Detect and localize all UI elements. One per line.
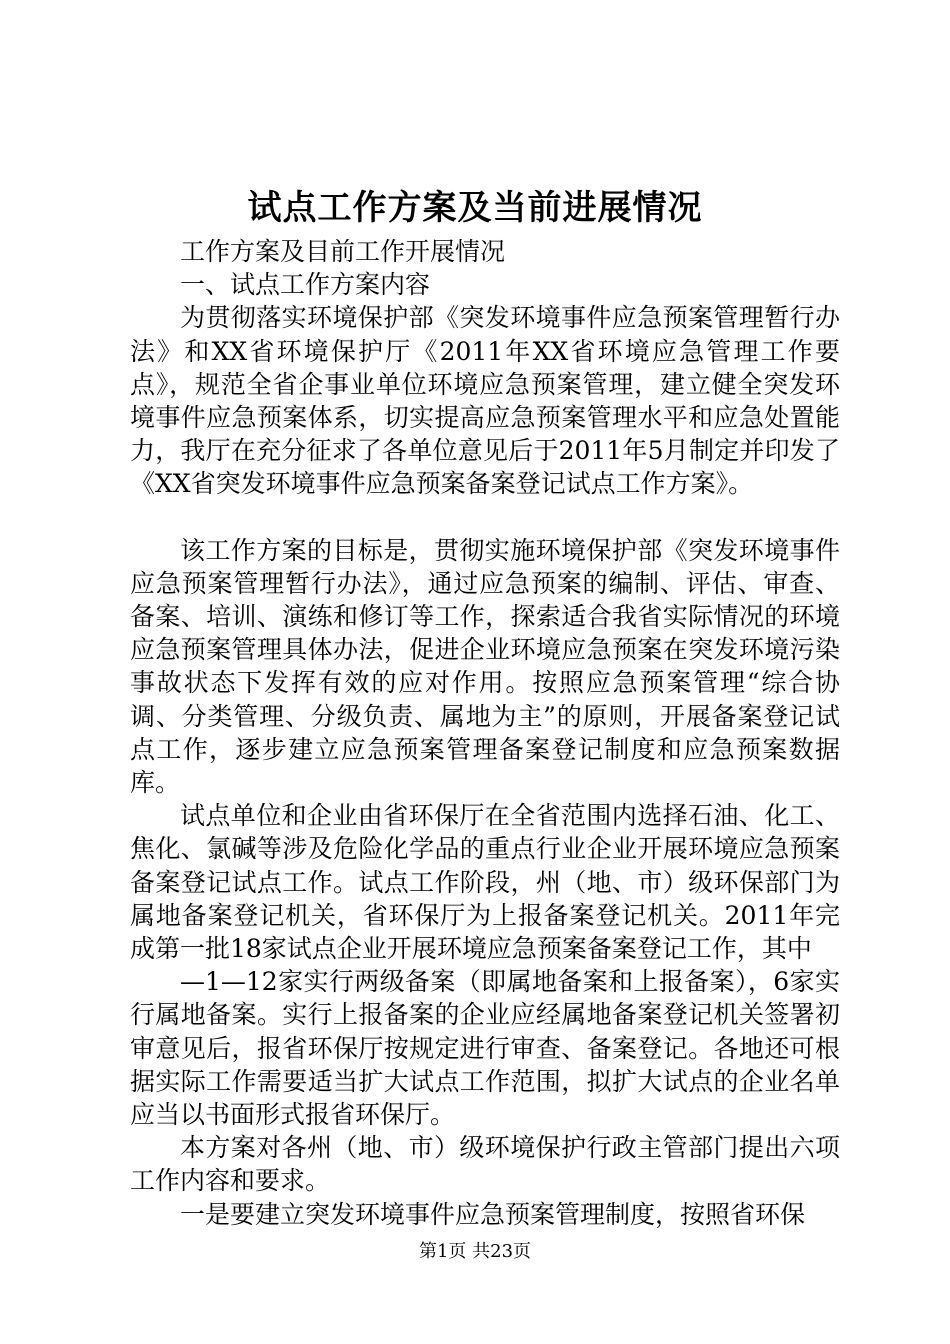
section-heading: 一、试点工作方案内容 xyxy=(180,270,431,300)
paragraph: 为贯彻落实环境保护部《突发环境事件应急预案管理暂行办法》和XX省环境保护厅《2011年XX省环境应急管理工作要点》，规范全省企事业单位环境应急预案管理，建立健全突发环境事件应急预案体系，切实提高应急预案管理水平和应急处置能力，我厅在充分征求了各单位意见后于2011年5月制定并印发了《XX省突发环境事件应急预案备案登记试点工作方案》。 xyxy=(130,303,840,499)
paragraph: 一是要建立突发环境事件应急预案管理制度，按照省环保 xyxy=(180,1199,806,1229)
page-footer: 第1页 共23页 xyxy=(418,1241,532,1262)
document-title: 试点工作方案及当前进展情况 xyxy=(247,188,703,228)
paragraph: 该工作方案的目标是，贯彻实施环境保护部《突发环境事件应急预案管理暂行办法》，通过应急预案的编制、评估、审查、备案、培训、演练和修订等工作，探索适合我省实际情况的环境应急预案管理具体办法，促进企业环境应急预案在突发环境污染事故状态下发挥有效的应对作用。按照应急预案管理“综合协调、分类管理、分级负责、属地为主”的原则，开展备案登记试点工作，逐步建立应急预案管理备案登记制度和应急预案数据库。 xyxy=(130,535,840,798)
paragraph: 试点单位和企业由省环保厅在全省范围内选择石油、化工、焦化、氯碱等涉及危险化学品的重点行业企业开展环境应急预案备案登记试点工作。试点工作阶段，州（地、市）级环保部门为属地备案登记机关，省环保厅为上报备案登记机关。2011年完成第一批18家试点企业开展环境应急预案备案登记工作，其中 xyxy=(130,801,840,964)
paragraph-subtitle: 工作方案及目前工作开展情况 xyxy=(180,237,506,266)
document-body xyxy=(130,235,840,1231)
paragraph: 本方案对各州（地、市）级环境保护行政主管部门提出六项工作内容和要求。 xyxy=(130,1133,840,1196)
paragraph: —1—12家实行两级备案（即属地备案和上报备案），6家实行属地备案。实行上报备案的企业应经属地备案登记机关签署初审意见后，报省环保厅按规定进行审查、备案登记。各地还可根据实际工作需要适当扩大试点工作范围，拟扩大试点的企业名单应当以书面形式报省环保厅。 xyxy=(130,967,840,1130)
